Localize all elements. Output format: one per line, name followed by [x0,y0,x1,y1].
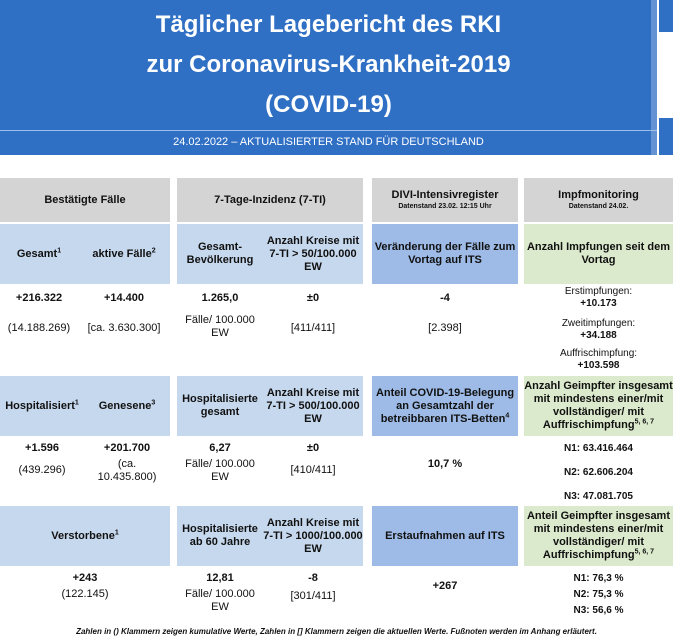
value-gesamt-kumulativ: (14.188.269) [7,322,71,334]
header-datenstand: Datenstand 23.02. 12:15 Uhr [398,203,492,210]
side-accent [659,0,673,32]
value-anteil-n2: N2: 75,3 % [573,589,624,600]
label-verstorbene: Verstorbene$^1$ [0,506,170,566]
value-gesamt: +216.322 [15,292,63,304]
value-erstimpfungen-label: Erstimpfungen: [564,286,633,297]
value-kreise-1000: -8 [308,572,318,584]
report-title-line3: (COVID-19) [265,91,392,118]
value-hospitalisierte-60: 12,81 [206,572,234,584]
label-hospitalisiert: Hospitalisiert$^1$ [5,398,79,412]
value-divi-anteil: 10,7 % [427,458,463,470]
value-hospitalisiert: +1.596 [25,442,59,454]
value-zweitimpfungen-label: Zweitimpfungen: [561,318,636,329]
banner-divider [0,130,657,131]
value-hospitalisierte-unit: Fälle/ 100.000 EW [185,458,255,483]
header-label: Impfmonitoring [558,189,639,201]
label-divi-erstaufnahmen: Erstaufnahmen auf ITS [372,506,518,566]
header-impfmonitoring [524,178,673,222]
report-title-line2: zur Coronavirus-Krankheit-2019 [146,51,511,78]
header-datenstand: Datenstand 24.02. [568,203,629,210]
header-label: DIVI-Intensivregister [391,189,499,201]
header-divi [372,178,518,222]
header-bestaetigte-faelle [0,178,170,222]
value-inzidenz-gesamt: 1.265,0 [201,292,239,304]
label-hospitalisierte-60: Hospitalisierte ab 60 Jahre [182,523,258,548]
label-impfungen-vortag: Anzahl Impfungen seit dem Vortag [524,224,673,284]
value-divi-aktuell: [2.398] [428,322,462,334]
value-zweitimpfungen: +34.188 [580,330,617,341]
label-kreise-50: Anzahl Kreise mit 7-TI > 50/100.000 EW [266,234,360,273]
side-accent [659,118,673,155]
value-anteil-n3: N3: 56,6 % [573,605,624,616]
label-kreise-1000: Anzahl Kreise mit 7-TI > 1000/100.000 EW [263,516,363,555]
value-erstaufnahmen: +267 [432,580,458,592]
value-geimpfte-n1: N1: 63.416.464 [564,443,633,454]
label-divi-anteil: Anteil COVID-19-Belegung an Gesamtzahl der betreibbaren ITS-Betten$^4$ [372,376,518,436]
report-title-line1: Täglicher Lagebericht des RKI [155,11,502,38]
value-verstorbene: +243 [72,572,98,584]
value-aktive-aktuell: [ca. 3.630.300] [87,322,161,334]
label-aktive-faelle: aktive Fälle$^2$ [92,246,156,260]
value-auffrischimpfung-label: Auffrischimpfung: [559,348,638,359]
label-anzahl-geimpfte: Anzahl Geimpfter insgesamt mit mindestens einer/mit vollständiger/ mit Auffrischimpfung$^{5, 6, 7}$ [524,376,673,436]
label-genesene: Genesene$^3$ [98,398,156,412]
value-genesene: +201.700 [103,442,151,454]
header-label: 7-Tage-Inzidenz (7-TI) [214,193,326,206]
label-divi-veraenderung: Veränderung der Fälle zum Vortag auf ITS [372,224,518,284]
label-gesamt-bevoelkerung: Gesamt-Bevölkerung [186,241,254,266]
value-hospitalisierte-gesamt: 6,27 [209,442,231,454]
label-hospitalisierte-gesamt: Hospitalisierte gesamt [182,393,258,418]
value-kreise-50-aktuell: [411/411] [290,322,336,334]
value-verstorbene-kumulativ: (122.145) [61,588,109,600]
value-hosp60-unit: Fälle/ 100.000 EW [185,588,255,613]
value-hospitalisiert-kumulativ: (439.296) [18,464,66,476]
value-kreise-50: ±0 [306,292,320,304]
label-gesamt: Gesamt$^1$ [16,246,62,260]
value-genesene-kumulativ: (ca. 10.435.800) [97,458,157,483]
value-geimpfte-n2: N2: 62.606.204 [564,467,633,478]
header-inzidenz [177,178,363,222]
value-kreise-1000-aktuell: [301/411] [290,590,336,602]
header-label: Bestätigte Fälle [44,193,126,206]
value-geimpfte-n3: N3: 47.081.705 [564,491,633,502]
report-date: 24.02.2022 – AKTUALISIERTER STAND FÜR DEUTSCHLAND [173,136,484,148]
value-divi-veraenderung: -4 [440,292,450,304]
value-aktive-faelle: +14.400 [103,292,145,304]
footnote: Zahlen in () Klammern zeigen kumulative Werte, Zahlen in [] Klammern zeigen die aktuellen Werte. Fußnoten werden im Anhang erläutert. [76,627,597,636]
value-inzidenz-unit: Fälle/ 100.000 EW [185,314,255,339]
label-anteil-geimpfte: Anteil Geimpfter insgesamt mit mindestens einer/mit vollständiger/ mit Auffrischimpfung$^{5, 6, 7}$ [524,506,673,566]
value-kreise-500-aktuell: [410/411] [290,464,336,476]
label-kreise-500: Anzahl Kreise mit 7-TI > 500/100.000 EW [266,386,360,425]
value-anteil-n1: N1: 76,3 % [573,573,624,584]
value-erstimpfungen: +10.173 [580,298,617,309]
value-auffrischimpfung: +103.598 [577,360,620,371]
value-kreise-500: ±0 [306,442,320,454]
